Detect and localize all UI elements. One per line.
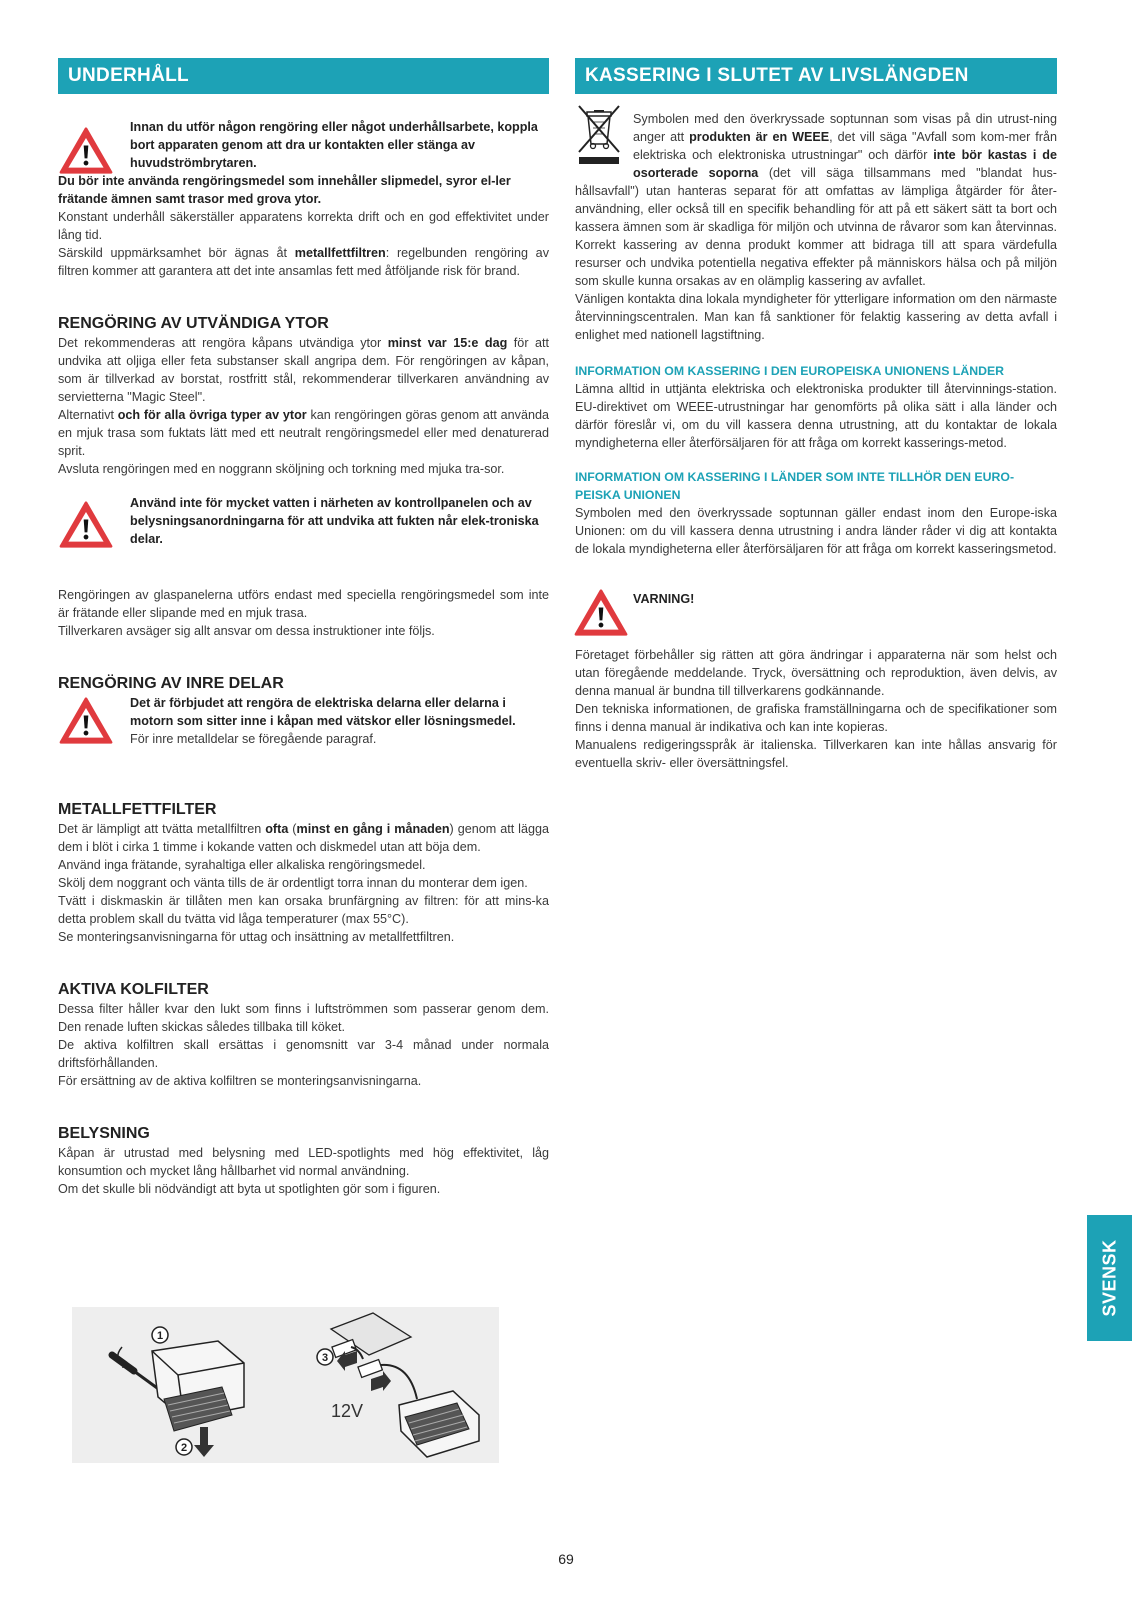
left-column: [58, 58, 549, 1198]
disclaimer-paragraph: Tillverkaren avsäger sig allt ansvar om dessa instruktioner inte följs.: [58, 624, 435, 638]
led-replacement-figure: [72, 1307, 499, 1463]
metal-filter-heading: METALLFETTFILTER: [58, 801, 217, 818]
page-number: 69: [558, 1551, 574, 1567]
grease-filter-paragraph: Särskild uppmärksamhet bör ägnas åt metallfettfiltren: regelbunden rengöring av filtren kommer att garantera att det inte ansamlas fett med åtföljande risk för brand.: [58, 246, 549, 278]
maintenance-paragraph: Konstant underhåll säkerställer apparatens korrekta drift och en god effektivitet under lång tid.: [58, 210, 549, 242]
weee-block: [575, 102, 1057, 344]
warning-icon: [573, 588, 629, 638]
disclaimer-paragraph-1: Företaget förbehåller sig rätten att göra ändringar i apparaterna när som helst och utan föregående meddelande. Tryck, översättning och reproduktion, även delvis, av denna manual är bundna till tillverkarens godkännande.: [575, 648, 1057, 698]
varning-label: VARNING!: [633, 592, 695, 606]
warning-icon: [58, 696, 114, 746]
metal-paragraph-2: Använd inga frätande, syrahaltiga eller alkaliska rengöringsmedel.: [58, 858, 426, 872]
exterior-paragraph-1: Det rekommenderas att rengöra kåpans utvändiga ytor minst var 15:e dag för att undvika att oljiga eller feta substanser skall angripa dem. För rengöringen av kåpan, som är tillverkad av borstat, rostfritt stål, rekommenderar tillverkaren användning av servietterna "Magic Steel".: [58, 336, 550, 404]
step-3-label: 3: [321, 1352, 329, 1364]
disposal-header: KASSERING I SLUTET AV LIVSLÄNGDEN: [575, 58, 1057, 94]
exterior-paragraph-3: Avsluta rengöringen med en noggrann sköljning och torkning med mjuka tra-sor.: [58, 462, 505, 476]
inner-warning-text: Det är förbjudet att rengöra de elektriska delarna eller delarna i motorn som sitter inne i kåpan med vätskor eller lösningsmedel.: [130, 696, 516, 728]
metal-paragraph-1: Det är lämpligt att tvätta metallfiltren ofta (minst en gång i månaden) genom att lägga dem i blöt i cirka 1 timme i kokande vatten och diskmedel utan att böja dem.: [58, 822, 549, 854]
carbon-paragraph-2: De aktiva kolfiltren skall ersättas i genomsnitt var 3-4 månad under normala driftsförhållanden.: [58, 1038, 549, 1070]
exterior-paragraph-2: Alternativt och för alla övriga typer av ytor kan rengöringen göras genom att använda en mjuk trasa som fuktats lätt med ett neutralt rengöringsmedel eller med denaturerad sprit.: [58, 408, 549, 458]
warning-icon: [58, 126, 114, 176]
inner-warning: [58, 694, 549, 748]
exterior-heading: RENGÖRING AV UTVÄNDIGA YTOR: [58, 315, 329, 332]
metal-paragraph-4: Tvätt i diskmaskin är tillåten men kan orsaka brunfärgning av filtren: för att mins-ka detta problem skall du tvätta vid låga temperaturer (max 55°C).: [58, 894, 549, 926]
metal-paragraph-5: Se monteringsanvisningarna för uttag och insättning av metallfettfiltren.: [58, 930, 455, 944]
weee-paragraph-2: Vänligen kontakta dina lokala myndigheter för ytterligare information om den närmaste återvinningscentralen. Man kan få sanktioner för felaktig kassering av detta avfall i enlighet med nationell lagstiftning.: [575, 292, 1057, 342]
eu-heading: INFORMATION OM KASSERING I DEN EUROPEISKA UNIONENS LÄNDER: [575, 364, 1005, 378]
inner-note: För inre metalldelar se föregående paragraf.: [130, 732, 377, 746]
language-tab: [1087, 1215, 1132, 1341]
disclaimer-paragraph-3: Manualens redigeringsspråk är italienska. Tillverkaren kan inte hållas ansvarig för eventuella skriv- eller översättningsfel.: [575, 738, 1057, 770]
led-removal-illustration: [72, 1307, 264, 1463]
warning-icon: [58, 500, 114, 550]
lighting-paragraph-2: Om det skulle bli nödvändigt att byta ut spotlighten gör som i figuren.: [58, 1182, 441, 1196]
crossed-bin-icon: [575, 102, 623, 166]
disclaimer-paragraph-2: Den tekniska informationen, de grafiska framställningarna och de specifikationer som finns i denna manual är indikativa och kan inte kopieras.: [575, 702, 1057, 734]
carbon-filter-heading: AKTIVA KOLFILTER: [58, 981, 209, 998]
step-2-label: 2: [180, 1442, 188, 1454]
right-column: [575, 58, 1057, 772]
non-eu-paragraph: Symbolen med den överkryssade soptunnan gäller endast inom den Europe-iska Unionen: om du vill kassera denna utrustning i andra länder råder vi dig att kontakta de lokala myndigheterna eller återförsäljaren för att fråga om korrekt kasseringsmetod.: [575, 506, 1057, 556]
maintenance-header: UNDERHÅLL: [58, 58, 549, 94]
water-warning: [58, 494, 549, 548]
glass-paragraph: Rengöringen av glaspanelerna utförs endast med speciella rengöringsmedel som inte är frätande eller slipande med en mjuk trasa.: [58, 588, 549, 620]
voltage-label: 12V: [331, 1401, 364, 1421]
non-eu-heading: INFORMATION OM KASSERING I LÄNDER SOM INTE TILLHÖR DEN EURO-PEISKA UNIONEN: [575, 470, 1015, 502]
abrasive-warning: Du bör inte använda rengöringsmedel som innehåller slipmedel, syror el-ler frätande ämnen samt trasor med grova ytor.: [58, 174, 511, 206]
carbon-paragraph-1: Dessa filter håller kvar den lukt som finns i luftströmmen som passerar genom dem. Den renade luften skickas således tillbaka till köket.: [58, 1002, 549, 1034]
lighting-paragraph-1: Kåpan är utrustad med belysning med LED-spotlights med hög effektivitet, låg konsumtion och mycket lång hållbarhet vid normal användning.: [58, 1146, 549, 1178]
eu-paragraph: Lämna alltid in uttjänta elektriska och elektroniska produkter till återvinnings-station. EU-direktivet om WEEE-utrustningar har genomförts på olika sätt i alla länder och därför föreslår vi, om du vill kassera denna utrustning, att du kontaktar de lokala myndigheterna eller återförsäljaren för att fråga om korrekt kasserings-metod.: [575, 382, 1057, 450]
language-tab-label: SVENSK: [1099, 1239, 1119, 1317]
warning-text: Innan du utför någon rengöring eller något underhållsarbete, koppla bort apparaten genom att dra ur kontakten eller stänga av huvudströmbrytaren.: [130, 120, 538, 170]
maintenance-warning: [58, 118, 549, 172]
varning-block: [575, 582, 1057, 642]
carbon-paragraph-3: För ersättning av de aktiva kolfiltren se monteringsanvisningarna.: [58, 1074, 422, 1088]
step-1-label: 1: [156, 1330, 164, 1342]
weee-paragraph-1: Symbolen med den överkryssade soptunnan som visas på din utrust-ning anger att produkten är en WEEE, det vill säga "Avfall som kom-mer från elektriska och elektroniska utrustningar" och därför inte bör kastas i de osorterade soporna (det vill säga tillsammans med "blandat hus-hållsavfall") utan hanteras separat för att omfattas av lämpliga åtgärder för åter-användning, eller också till en specifik behandling för att på ett säkert sätt ta bort och kassera ämnen som är skadliga för miljön och utvinna de råvaror som kan återvinnas. Korrekt kassering av denna produkt kommer att bidraga till att spara värdefulla resurser och undvika potentiella negativa effekter på människors hälsa och på miljön som skulle kunna orsakas av en olämplig kassering av avfallet.: [575, 112, 1057, 288]
inner-heading: RENGÖRING AV INRE DELAR: [58, 675, 284, 692]
metal-paragraph-3: Skölj dem noggrant och vänta tills de är ordentligt torra innan du monterar dem igen.: [58, 876, 528, 890]
lighting-heading: BELYSNING: [58, 1125, 150, 1142]
led-connector-illustration: [313, 1307, 499, 1463]
water-warning-text: Använd inte för mycket vatten i närheten av kontrollpanelen och av belysningsanordningarna för att undvika att fukten når elek-troniska delar.: [130, 496, 539, 546]
